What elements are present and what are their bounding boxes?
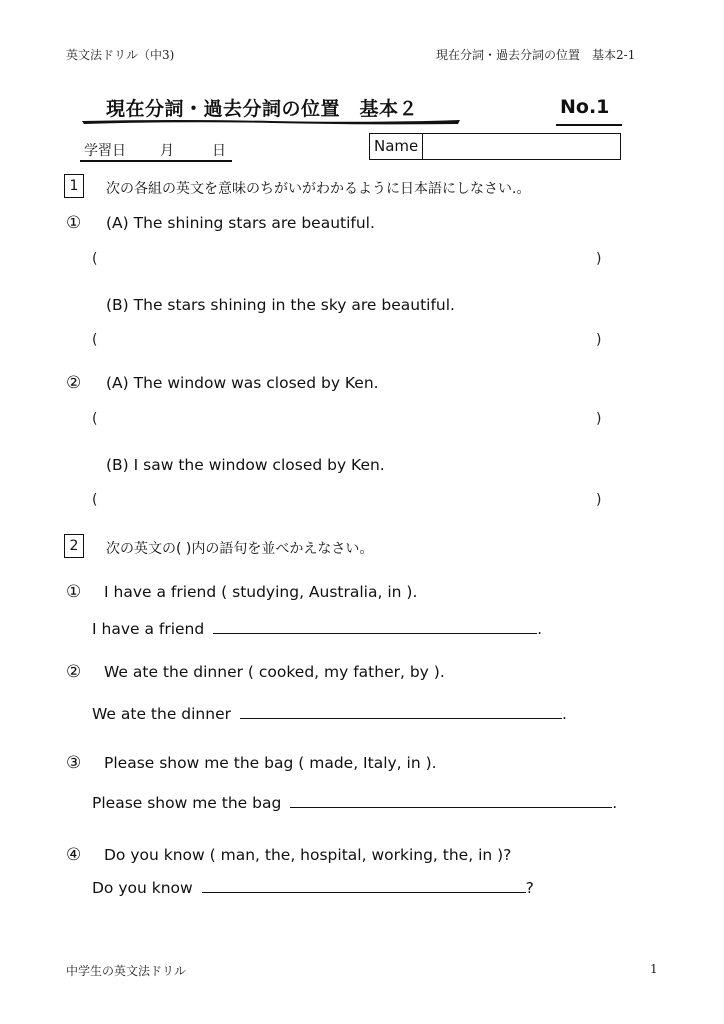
section-2-item-1-marker: ① <box>66 582 82 602</box>
page-number: 1 <box>650 962 658 976</box>
section-1-item-1-marker: ① <box>66 213 82 233</box>
answer-2b-paren-open: ( <box>92 492 98 508</box>
section-1-item-2-marker: ② <box>66 373 82 393</box>
section-1-item-1-sentence-b: (B) The stars shining in the sky are beautiful. <box>106 296 455 314</box>
answer-1b-paren-open: ( <box>92 332 98 348</box>
answer-2b-paren-close: ) <box>596 492 602 508</box>
section-2-item-3-question: Please show me the bag ( made, Italy, in ). <box>104 754 437 772</box>
answer-2-end: . <box>561 705 567 723</box>
answer-4-blank[interactable] <box>202 877 526 893</box>
answer-4-end: ? <box>525 879 534 897</box>
section-1-item-2-sentence-b: (B) I saw the window closed by Ken. <box>106 456 385 474</box>
section-2-item-2-question: We ate the dinner ( cooked, my father, by ). <box>104 663 445 681</box>
section-2-item-3-marker: ③ <box>66 753 82 773</box>
worksheet-title: 現在分詞・過去分詞の位置 基本２ <box>106 98 419 120</box>
section-2-instruction: 次の英文の( )内の語句を並べかえなさい。 <box>106 541 374 557</box>
answer-1-blank[interactable] <box>213 618 537 634</box>
section-2-item-2-answer-line <box>92 703 567 723</box>
section-2-item-1-question: I have a friend ( studying, Australia, in ). <box>104 583 418 601</box>
answer-2a-paren-close: ) <box>596 411 602 427</box>
day-label: 日 <box>212 143 226 159</box>
name-field[interactable] <box>369 133 621 160</box>
section-2-item-4-answer-line <box>92 877 534 897</box>
header-right-text: 現在分詞・過去分詞の位置 基本2-1 <box>436 48 636 62</box>
answer-1-end: . <box>537 620 543 638</box>
section-2-number: 2 <box>64 534 84 558</box>
month-label: 月 <box>160 143 174 159</box>
header-left-text: 英文法ドリル（中3) <box>66 48 175 62</box>
worksheet-number: No.1 <box>560 96 610 118</box>
answer-1b-paren-close: ) <box>596 332 602 348</box>
footer-text: 中学生の英文法ドリル <box>66 964 187 978</box>
section-1-item-2-sentence-a: (A) The window was closed by Ken. <box>106 374 379 392</box>
study-date-label: 学習日 <box>84 143 126 159</box>
section-2-item-2-marker: ② <box>66 662 82 682</box>
answer-2-prefix: We ate the dinner <box>92 705 231 723</box>
title-underline-brush <box>82 118 460 126</box>
answer-3-prefix: Please show me the bag <box>92 794 282 812</box>
section-2-item-4-question: Do you know ( man, the, hospital, working, the, in )? <box>104 846 512 864</box>
name-field-divider <box>422 134 423 159</box>
section-2-item-3-answer-line <box>92 792 617 812</box>
answer-2-blank[interactable] <box>240 703 562 719</box>
answer-1a-paren-open: ( <box>92 251 98 267</box>
name-label: Name <box>374 137 419 155</box>
section-2-item-4-marker: ④ <box>66 845 82 865</box>
answer-3-blank[interactable] <box>290 792 612 808</box>
answer-1-prefix: I have a friend <box>92 620 205 638</box>
number-underline <box>556 124 622 126</box>
section-1-item-1-sentence-a: (A) The shining stars are beautiful. <box>106 214 375 232</box>
section-2-item-1-answer-line <box>92 618 542 638</box>
answer-2a-paren-open: ( <box>92 411 98 427</box>
answer-3-end: . <box>612 794 618 812</box>
study-date-underline <box>80 160 232 162</box>
answer-4-prefix: Do you know <box>92 879 193 897</box>
section-1-instruction: 次の各組の英文を意味のちがいがわかるように日本語にしなさい.。 <box>106 181 531 197</box>
answer-1a-paren-close: ) <box>596 251 602 267</box>
section-1-number: 1 <box>64 174 84 198</box>
